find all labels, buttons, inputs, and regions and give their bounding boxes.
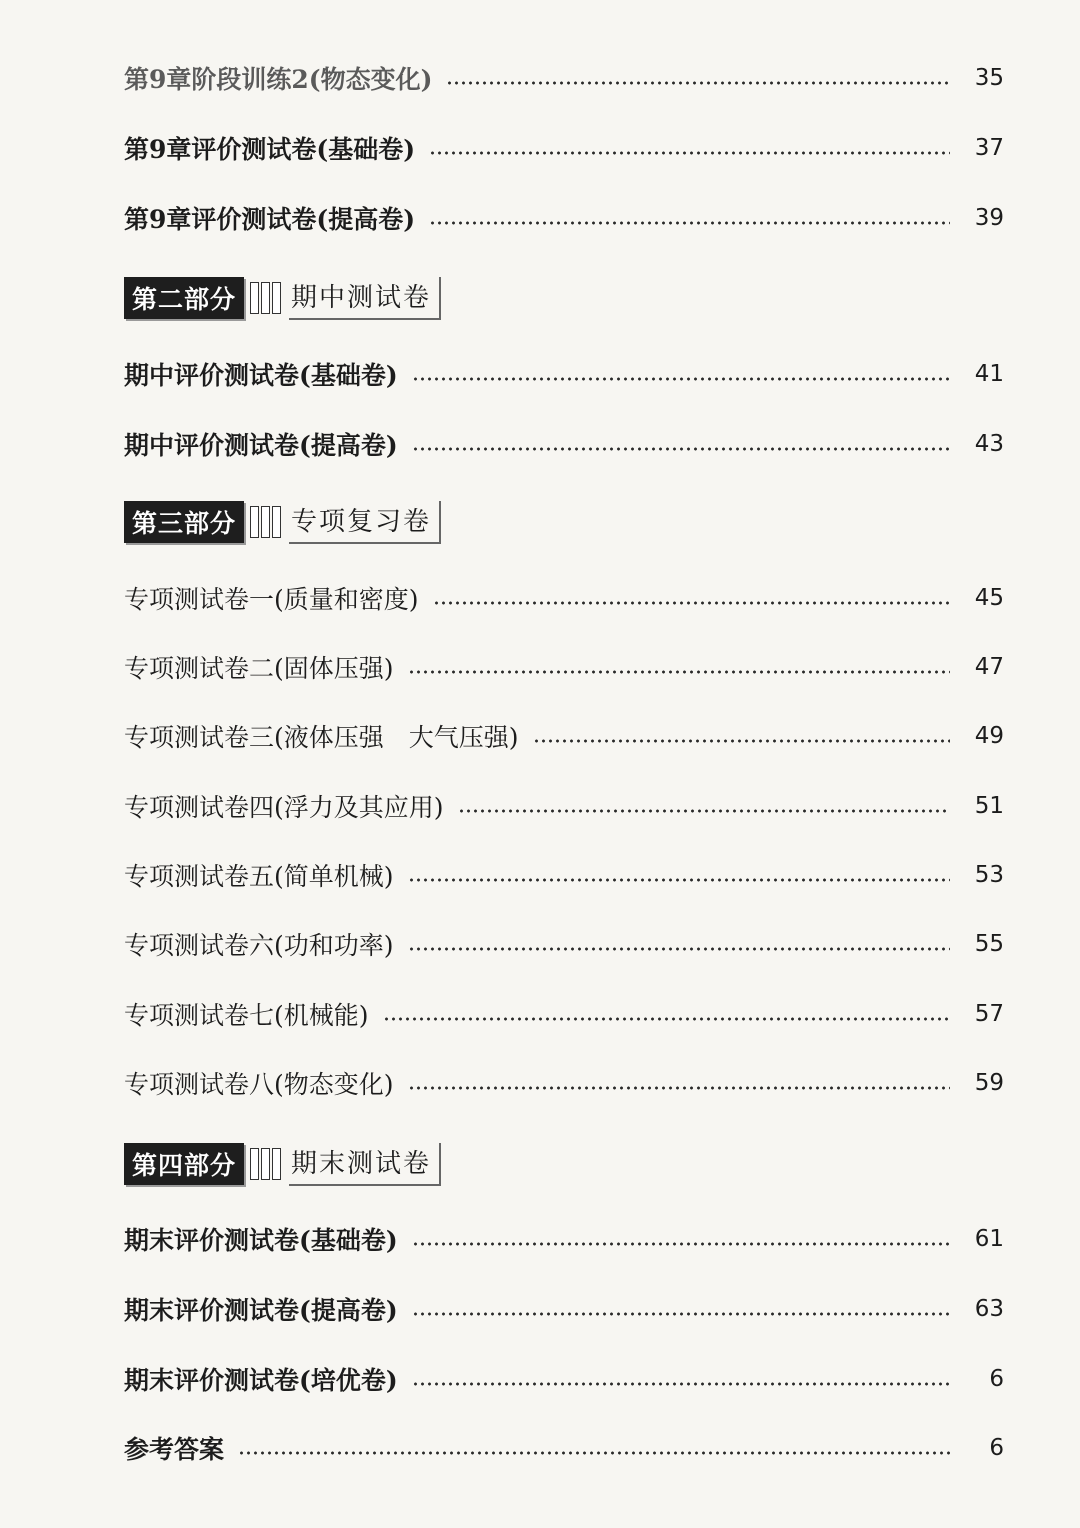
toc-entry-title: 期末评价测试卷(提高卷) [124, 1296, 398, 1325]
toc-entry-answers [124, 1428, 1004, 1468]
toc-entry-page: 63 [974, 1296, 1004, 1322]
toc-entry [124, 647, 1004, 687]
toc-entry-title: 专项测试卷二(固体压强) [124, 654, 394, 683]
toc-entry-page: 55 [974, 931, 1004, 957]
toc-entry-title: 参考答案 [124, 1435, 225, 1464]
toc-entry [124, 1359, 1004, 1399]
dot-leader [429, 151, 950, 155]
section-header [124, 500, 441, 544]
toc-entry-title: 专项测试卷一(质量和密度) [124, 585, 419, 614]
toc-entry [124, 994, 1004, 1034]
toc-entry-page: 57 [974, 1001, 1004, 1027]
toc-entry-title: 第9章阶段训练2(物态变化) [124, 65, 433, 94]
dot-leader [458, 809, 950, 813]
dot-leader [533, 739, 950, 743]
toc-entry-page: 35 [974, 65, 1004, 91]
section-tag: 第二部分 [124, 277, 244, 319]
toc-entry [124, 786, 1004, 826]
dot-leader [412, 1312, 950, 1316]
dot-leader [433, 601, 950, 605]
toc-entry [124, 924, 1004, 964]
section-header [124, 276, 441, 320]
dot-leader [408, 878, 950, 882]
toc-entry [124, 716, 1004, 756]
section-name: 期末测试卷 [289, 1143, 441, 1186]
toc-entry-page: 6 [989, 1435, 1004, 1461]
toc-entry-page: 43 [974, 431, 1004, 457]
section-name: 期中测试卷 [289, 277, 441, 320]
dot-leader [429, 221, 950, 225]
toc-entry-title: 期末评价测试卷(基础卷) [124, 1226, 398, 1255]
toc-entry [124, 1063, 1004, 1103]
dot-leader [412, 447, 950, 451]
dot-leader [383, 1017, 950, 1021]
section-header [124, 1142, 441, 1186]
toc-entry-title: 期中评价测试卷(提高卷) [124, 431, 398, 460]
toc-entry [124, 198, 1004, 238]
toc-entry-title: 第9章评价测试卷(提高卷) [124, 205, 416, 234]
dot-leader [446, 81, 950, 85]
toc-entry-title: 专项测试卷四(浮力及其应用) [124, 793, 444, 822]
toc-entry [124, 1219, 1004, 1259]
section-bars-ornament [250, 506, 283, 538]
toc-entry-title: 第9章评价测试卷(基础卷) [124, 135, 416, 164]
toc-entry [124, 128, 1004, 168]
toc-entry-page: 51 [974, 793, 1004, 819]
toc-entry [124, 578, 1004, 618]
toc-entry-page: 61 [974, 1226, 1004, 1252]
toc-entry-page: 49 [974, 723, 1004, 749]
toc-entry-page: 45 [974, 585, 1004, 611]
toc-entry-title: 专项测试卷三(液体压强 大气压强) [124, 723, 519, 752]
toc-entry-page: 47 [974, 654, 1004, 680]
dot-leader [238, 1451, 950, 1455]
section-tag: 第三部分 [124, 501, 244, 543]
toc-entry-title: 期中评价测试卷(基础卷) [124, 361, 398, 390]
toc-entry-page: 41 [974, 361, 1004, 387]
section-name: 专项复习卷 [289, 501, 441, 544]
toc-entry [124, 424, 1004, 464]
toc-entry [124, 354, 1004, 394]
toc-entry-title: 专项测试卷七(机械能) [124, 1001, 369, 1030]
toc-entry-title: 期末评价测试卷(培优卷) [124, 1366, 398, 1395]
toc-entry-title: 专项测试卷五(简单机械) [124, 862, 394, 891]
dot-leader [408, 1086, 950, 1090]
dot-leader [412, 377, 950, 381]
toc-entry [124, 1289, 1004, 1329]
dot-leader [412, 1382, 950, 1386]
dot-leader [408, 947, 950, 951]
toc-entry-title: 专项测试卷八(物态变化) [124, 1070, 394, 1099]
section-bars-ornament [250, 1148, 283, 1180]
toc-entry-page: 39 [974, 205, 1004, 231]
dot-leader [408, 670, 950, 674]
toc-entry-page: 59 [974, 1070, 1004, 1096]
toc-entry-title: 专项测试卷六(功和功率) [124, 931, 394, 960]
toc-entry-page: 53 [974, 862, 1004, 888]
toc-entry [124, 855, 1004, 895]
section-bars-ornament [250, 282, 283, 314]
toc-entry-page: 37 [974, 135, 1004, 161]
section-tag: 第四部分 [124, 1143, 244, 1185]
dot-leader [412, 1242, 950, 1246]
toc-entry-page: 6 [989, 1366, 1004, 1392]
toc-entry [124, 58, 1004, 98]
